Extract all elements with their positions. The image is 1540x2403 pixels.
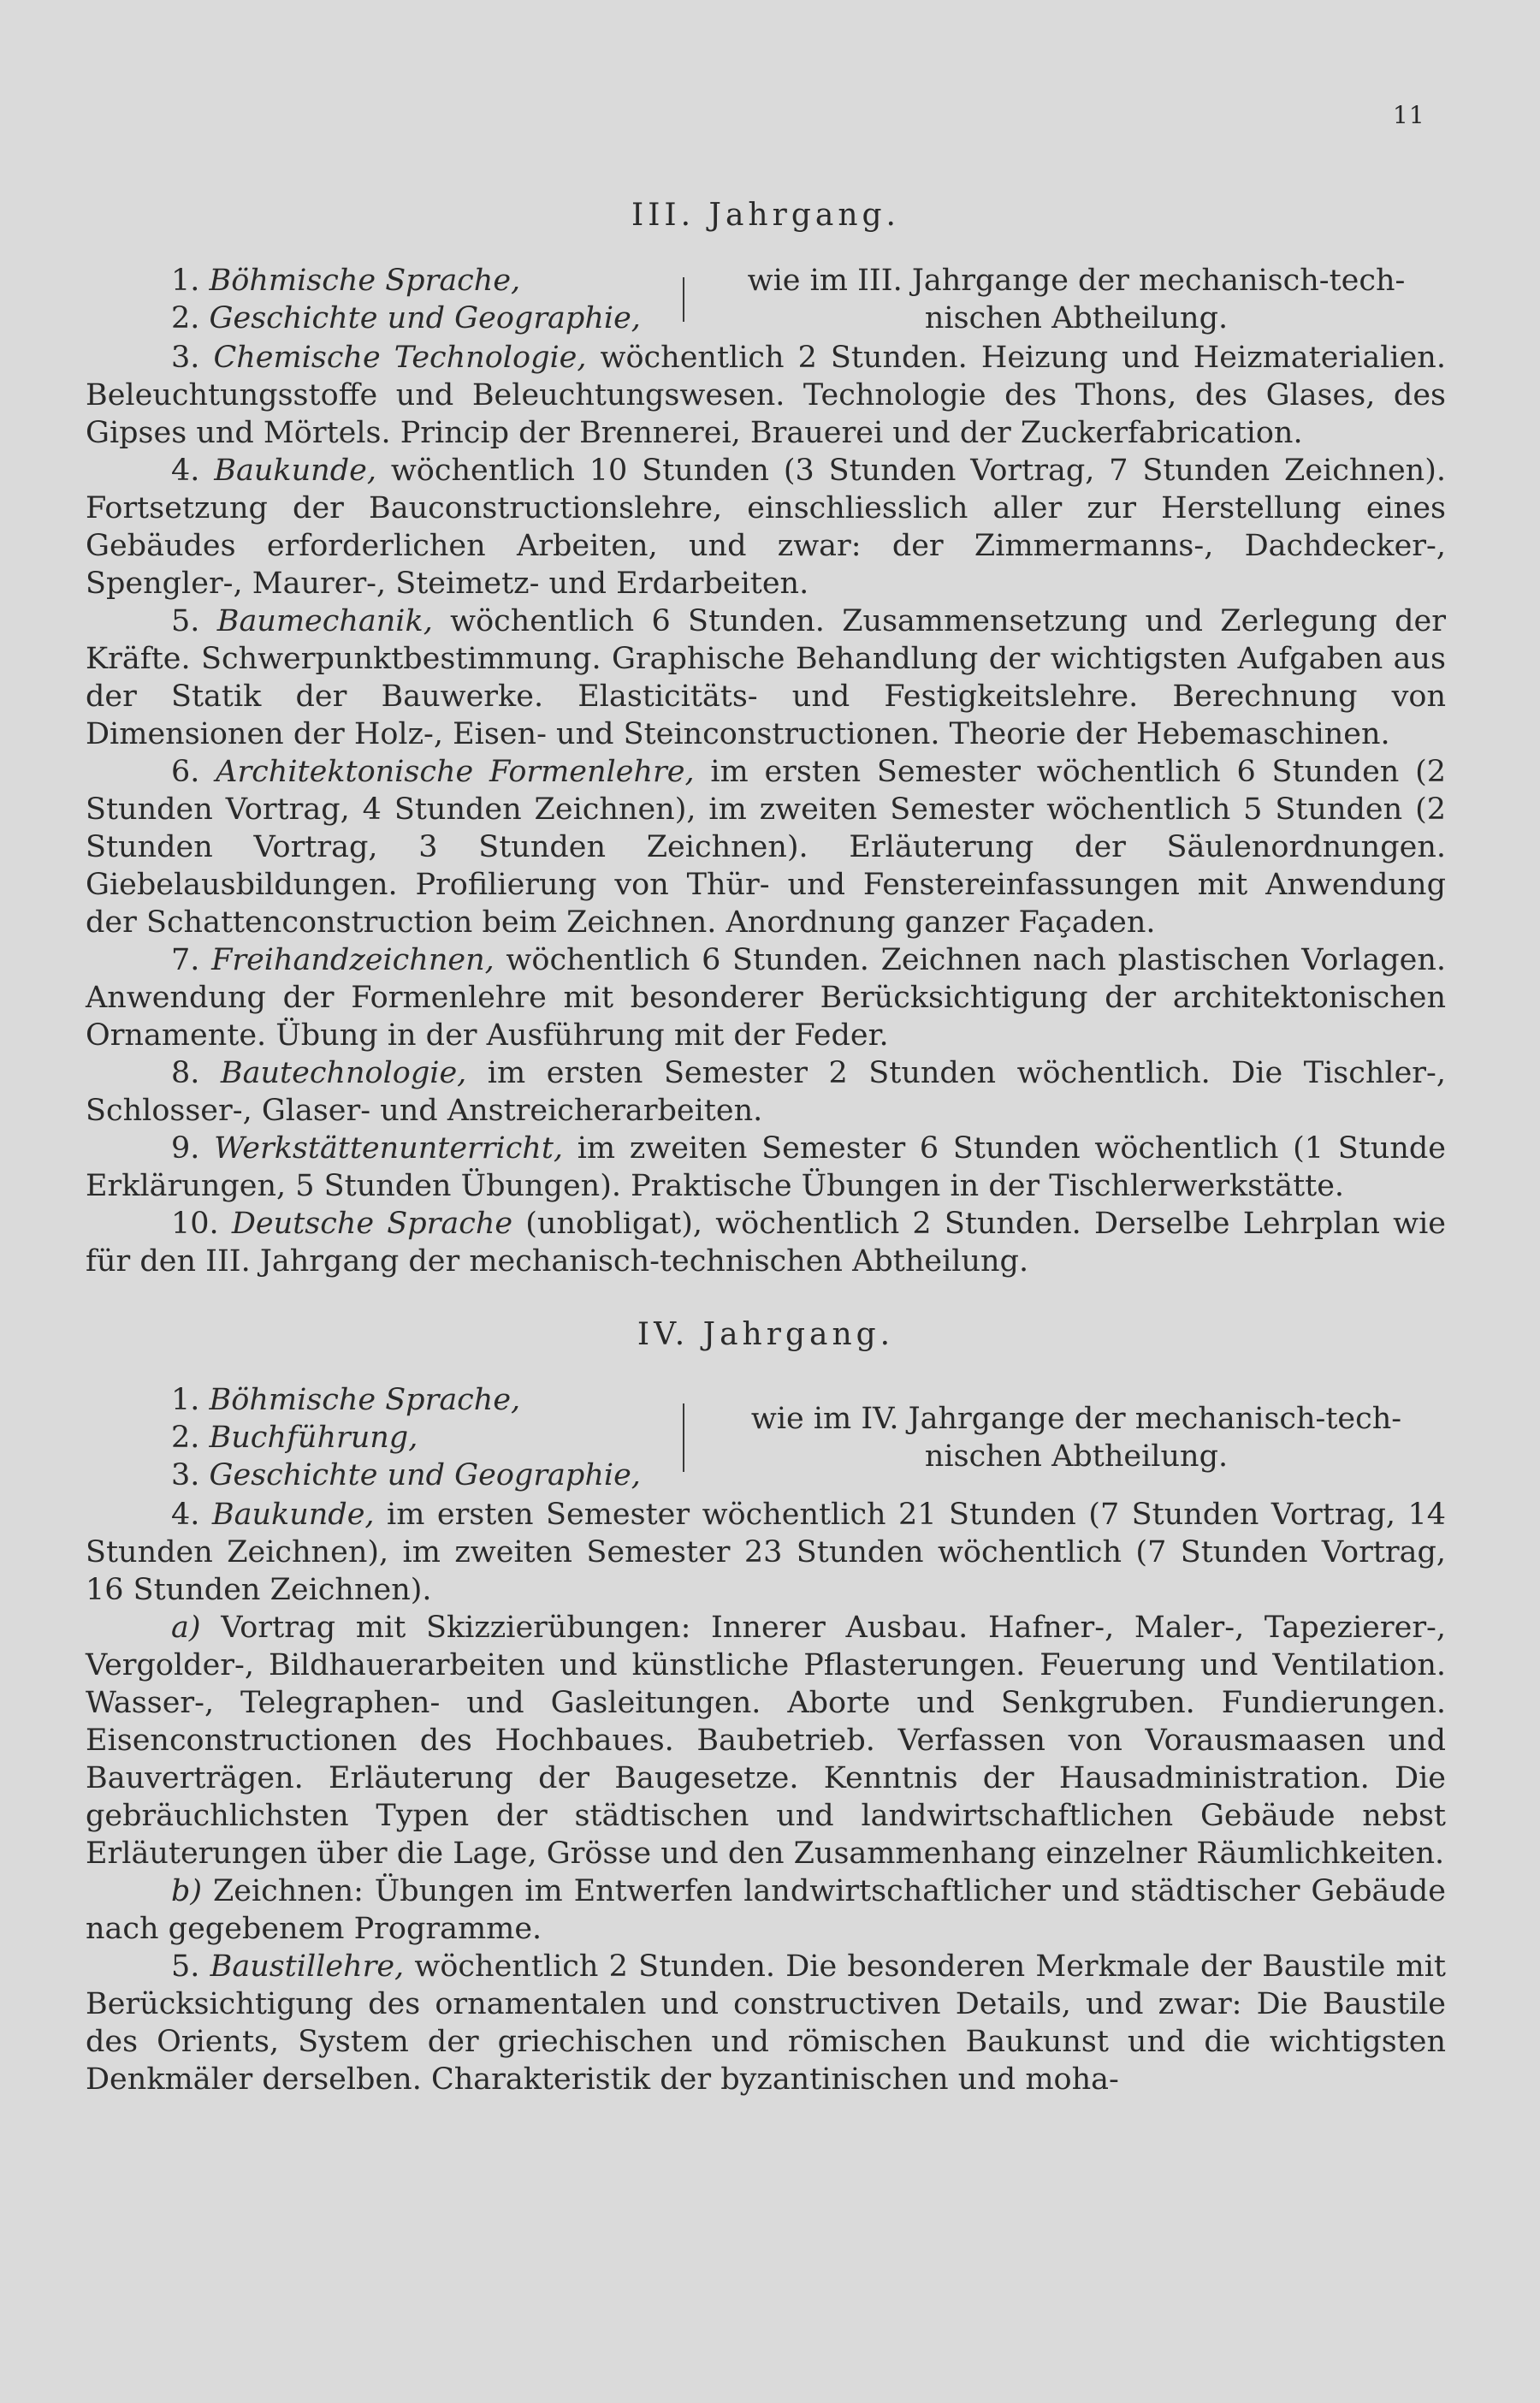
list-item: 5. Baustillehre, wöchentlich 2 Stunden. Die besonderen Merkmale der Baustile mit Berücksichtigung des ornamentalen und constructiven Details, und zwar: Die Baustile des Orients, System der griechischen und römischen Baukunst und die wichtigsten Denkmäler derselben. Charakteristik der byzantinischen und moha- (86, 1949, 1446, 2097)
page-number: 11 (1393, 101, 1425, 129)
brace-line (674, 1403, 684, 1471)
list-subitem: b) Zeichnen: Übungen im Entwerfen landwirtschaftlicher und städtischer Gebäude nach gegebenem Programme. (86, 1874, 1446, 1946)
list-item: 6. Architektonische Formenlehre, im ersten Semester wöchentlich 6 Stunden (2 Stunden Vortrag, 4 Stunden Zeichnen), im zweiten Semester wöchentlich 5 Stunden (2 Stunden Vortrag, 3 Stunden Zeichnen). Erläuterung der Säulenordnungen. Giebelausbildungen. Profilierung von Thür- und Fenstereinfassungen mit Anwendung der Schattenconstruction beim Zeichnen. Anordnung ganzer Façaden. (86, 755, 1446, 940)
list-item: 9. Werkstättenunterricht, im zweiten Semester 6 Stunden wöchentlich (1 Stunde Erklärungen, 5 Stunden Übungen). Praktische Übungen in der Tischlerwerkstätte. (86, 1131, 1446, 1203)
list-item: 4. Baukunde, wöchentlich 10 Stunden (3 Stunden Vortrag, 7 Stunden Zeichnen). Fortsetzung der Bauconstructionslehre, einschliesslich aller zur Herstellung eines Gebäudes erforderlichen Arbeiten, und zwar: der Zimmermanns-, Dachdecker-, Spengler-, Maurer-, Steimetz- und Erdarbeiten. (86, 454, 1446, 601)
list-item: 4. Baukunde, im ersten Semester wöchentlich 21 Stunden (7 Stunden Vortrag, 14 Stunden Zeichnen), im zweiten Semester 23 Stunden wöchentlich (7 Stunden Vortrag, 16 Stunden Zeichnen). (86, 1498, 1446, 1607)
shared-item: 2. Geschichte und Geographie, (171, 301, 641, 335)
page-content (86, 197, 1446, 2098)
shared-item: 1. Böhmische Sprache, (171, 1383, 521, 1417)
list-item: 10. Deutsche Sprache (unobligat), wöchentlich 2 Stunden. Derselbe Lehrplan wie für den III. Jahrgang der mechanisch-technischen Abtheilung. (86, 1207, 1446, 1279)
section-heading-iv: IV. Jahrgang. (637, 1317, 895, 1352)
shared-items-iii (86, 262, 1446, 337)
shared-note: wie im IV. Jahrgange der mechanisch-tech- nischen Abtheilung. (750, 1402, 1402, 1474)
shared-item: 1. Böhmische Sprache, (171, 264, 521, 298)
shared-note: wie im III. Jahrgange der mechanisch-tech- nischen Abtheilung. (747, 264, 1406, 335)
list-subitem: a) Vortrag mit Skizzierübungen: Innerer Ausbau. Hafner-, Maler-, Tapezierer-, Vergolder-, Bildhauerarbeiten und künstliche Pflasterungen. Feuerung und Ventilation. Wasser-, Telegraphen- und Gasleitungen. Aborte und Senkgruben. Fundierungen. Eisenconstructionen des Hochbaues. Baubetrieb. Verfassen von Vorausmaasen und Bauverträgen. Erläuterung der Baugesetze. Kenntnis der Hausadministration. Die gebräuchlichsten Typen der städtischen und landwirtschaftlichen Gebäude nebst Erläuterungen über die Lage, Grösse und den Zusammenhang einzelner Räumlichkeiten. (86, 1611, 1446, 1871)
shared-item: 2. Buchführung, (171, 1421, 418, 1455)
list-item: 7. Freihandzeichnen, wöchentlich 6 Stunden. Zeichnen nach plastischen Vorlagen. Anwendung der Formenlehre mit besonderer Berücksichtigung der architektonischen Ornamente. Übung in der Ausführung mit der Feder. (86, 943, 1446, 1053)
shared-items-iv (86, 1381, 1446, 1494)
list-item: 3. Chemische Technologie, wöchentlich 2 Stunden. Heizung und Heizmaterialien. Beleuchtungsstoffe und Beleuchtungswesen. Technologie des Thons, des Glases, des Gipses und Mörtels. Princip der Brennerei, Brauerei und der Zuckerfabrication. (86, 341, 1446, 450)
brace-line (674, 277, 684, 323)
list-item: 5. Baumechanik, wöchentlich 6 Stunden. Zusammensetzung und Zerlegung der Kräfte. Schwerpunktbestimmung. Graphische Behandlung der wichtigsten Aufgaben aus der Statik der Bauwerke. Elasticitäts- und Festigkeitslehre. Berechnung von Dimensionen der Holz-, Eisen- und Steinconstructionen. Theorie der Hebemaschinen. (86, 604, 1446, 751)
shared-item: 3. Geschichte und Geographie, (171, 1458, 641, 1492)
section-heading-iii: III. Jahrgang. (631, 198, 901, 233)
list-item: 8. Bautechnologie, im ersten Semester 2 Stunden wöchentlich. Die Tischler-, Schlosser-, Glaser- und Anstreicherarbeiten. (86, 1056, 1446, 1128)
